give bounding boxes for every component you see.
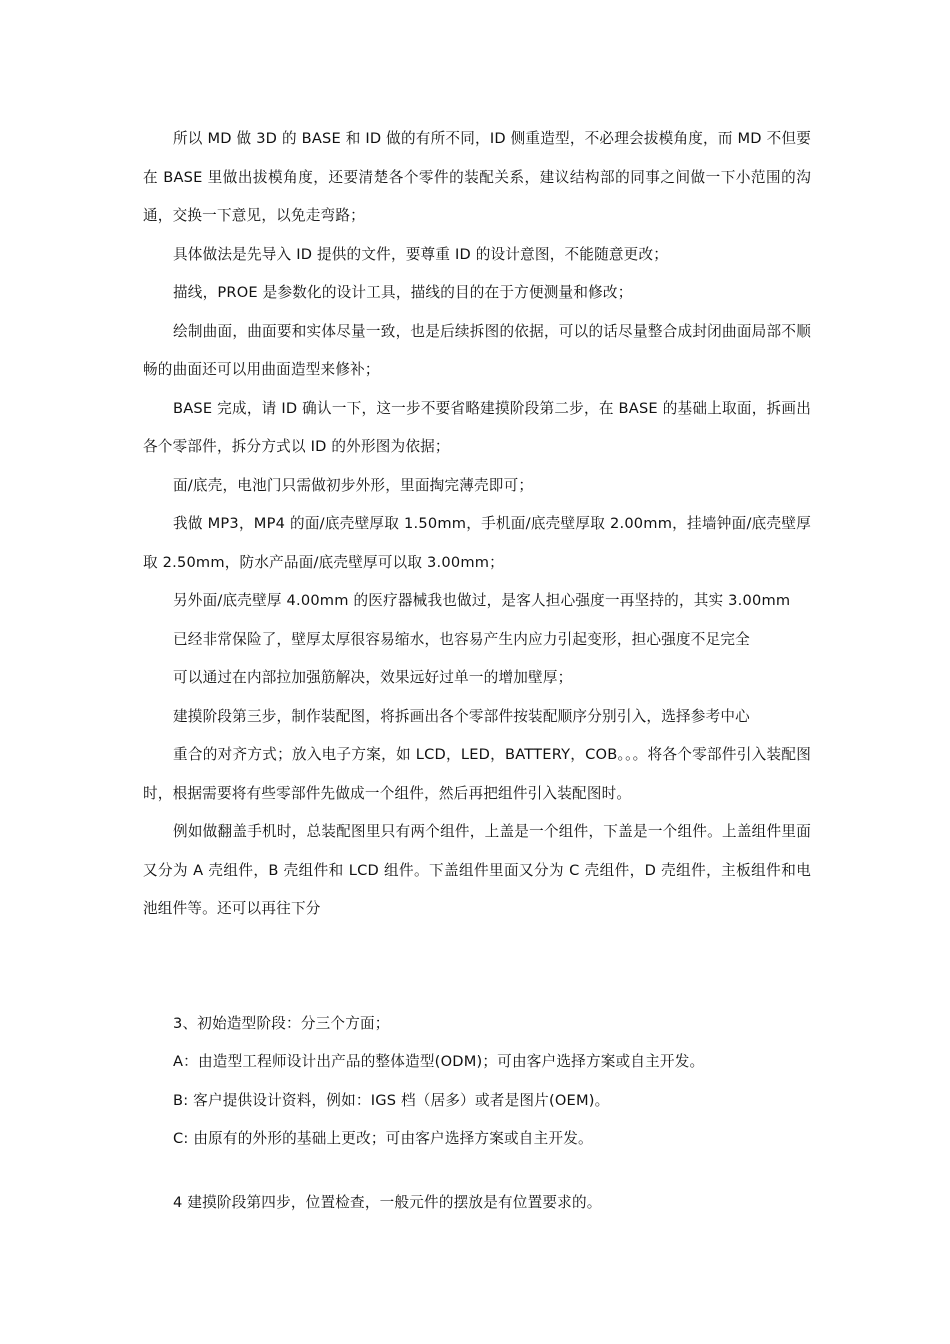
document-body (143, 120, 811, 1222)
paragraph-wall-thickness: 我做 MP3，MP4 的面/底壳壁厚取 1.50mm，手机面/底壳壁厚取 2.00mm，挂墙钟面/底壳壁厚取 2.50mm，防水产品面/底壳壁厚可以取 3.00mm； (143, 515, 811, 571)
paragraph-flip-phone-example: 例如做翻盖手机时，总装配图里只有两个组件，上盖是一个组件，下盖是一个组件。上盖组件里面又分为 A 壳组件，B 壳组件和 LCD 组件。下盖组件里面又分为 C 壳组件，D 壳组件，主板组件和电池组件等。还可以再往下分 (143, 823, 811, 917)
paragraph-trace-lines: 描线，PROE 是参数化的设计工具，描线的目的在于方便测量和修改； (173, 284, 633, 301)
paragraph-draw-surfaces: 绘制曲面，曲面要和实体尽量一致，也是后续拆图的依据，可以的话尽量整合成封闭曲面局部不顺畅的曲面还可以用曲面造型来修补； (143, 322, 811, 378)
section-4-heading: 4 建摸阶段第四步，位置检查，一般元件的摆放是有位置要求的。 (173, 1193, 602, 1211)
paragraph-ribs: 可以通过在内部拉加强筋解决，效果远好过单一的增加壁厚； (173, 669, 573, 686)
paragraph-base-complete: BASE 完成，请 ID 确认一下，这一步不要省略建摸阶段第二步，在 BASE 的基础上取面，拆画出各个零部件，拆分方式以 ID 的外形图为依据； (143, 399, 811, 455)
section-3-item-c: C: 由原有的外形的基础上更改；可由客户选择方案或自主开发。 (173, 1130, 593, 1147)
paragraph-alignment: 重合的对齐方式；放入电子方案，如 LCD，LED，BATTERY，COB。。。将各个零部件引入装配图时，根据需要将有些零部件先做成一个组件，然后再把组件引入装配图时。 (143, 746, 811, 802)
paragraph-shell-outline: 面/底壳，电池门只需做初步外形，里面掏完薄壳即可； (173, 476, 534, 494)
paragraph-md-vs-id: 所以 MD 做 3D 的 BASE 和 ID 做的有所不同，ID 侧重造型，不必理会拔模角度，而 MD 不但要在 BASE 里做出拔模角度，还要清楚各个零件的装配关系，建议结构部的同事之间做一下小范围的沟通，交换一下意见，以免走弯路； (143, 130, 811, 224)
section-3-item-b: B: 客户提供设计资料，例如：IGS 档（居多）或者是图片(OEM)。 (173, 1091, 610, 1109)
paragraph-medical-device: 另外面/底壳壁厚 4.00mm 的医疗器械我也做过，是客人担心强度一再坚持的，其实 3.00mm (173, 592, 791, 609)
paragraph-import-id-file: 具体做法是先导入 ID 提供的文件，要尊重 ID 的设计意图，不能随意更改； (173, 245, 669, 263)
paragraph-shrinkage: 已经非常保险了，壁厚太厚很容易缩水，也容易产生内应力引起变形，担心强度不足完全 (173, 630, 750, 648)
section-spacer (143, 929, 811, 1005)
section-3-heading: 3、初始造型阶段：分三个方面； (173, 1014, 390, 1032)
section-3-item-a: A：由造型工程师设计出产品的整体造型(ODM)；可由客户选择方案或自主开发。 (173, 1053, 705, 1070)
section-spacer (143, 1159, 811, 1184)
paragraph-assembly-step: 建摸阶段第三步，制作装配图，将拆画出各个零部件按装配顺序分别引入，选择参考中心 (173, 707, 750, 725)
